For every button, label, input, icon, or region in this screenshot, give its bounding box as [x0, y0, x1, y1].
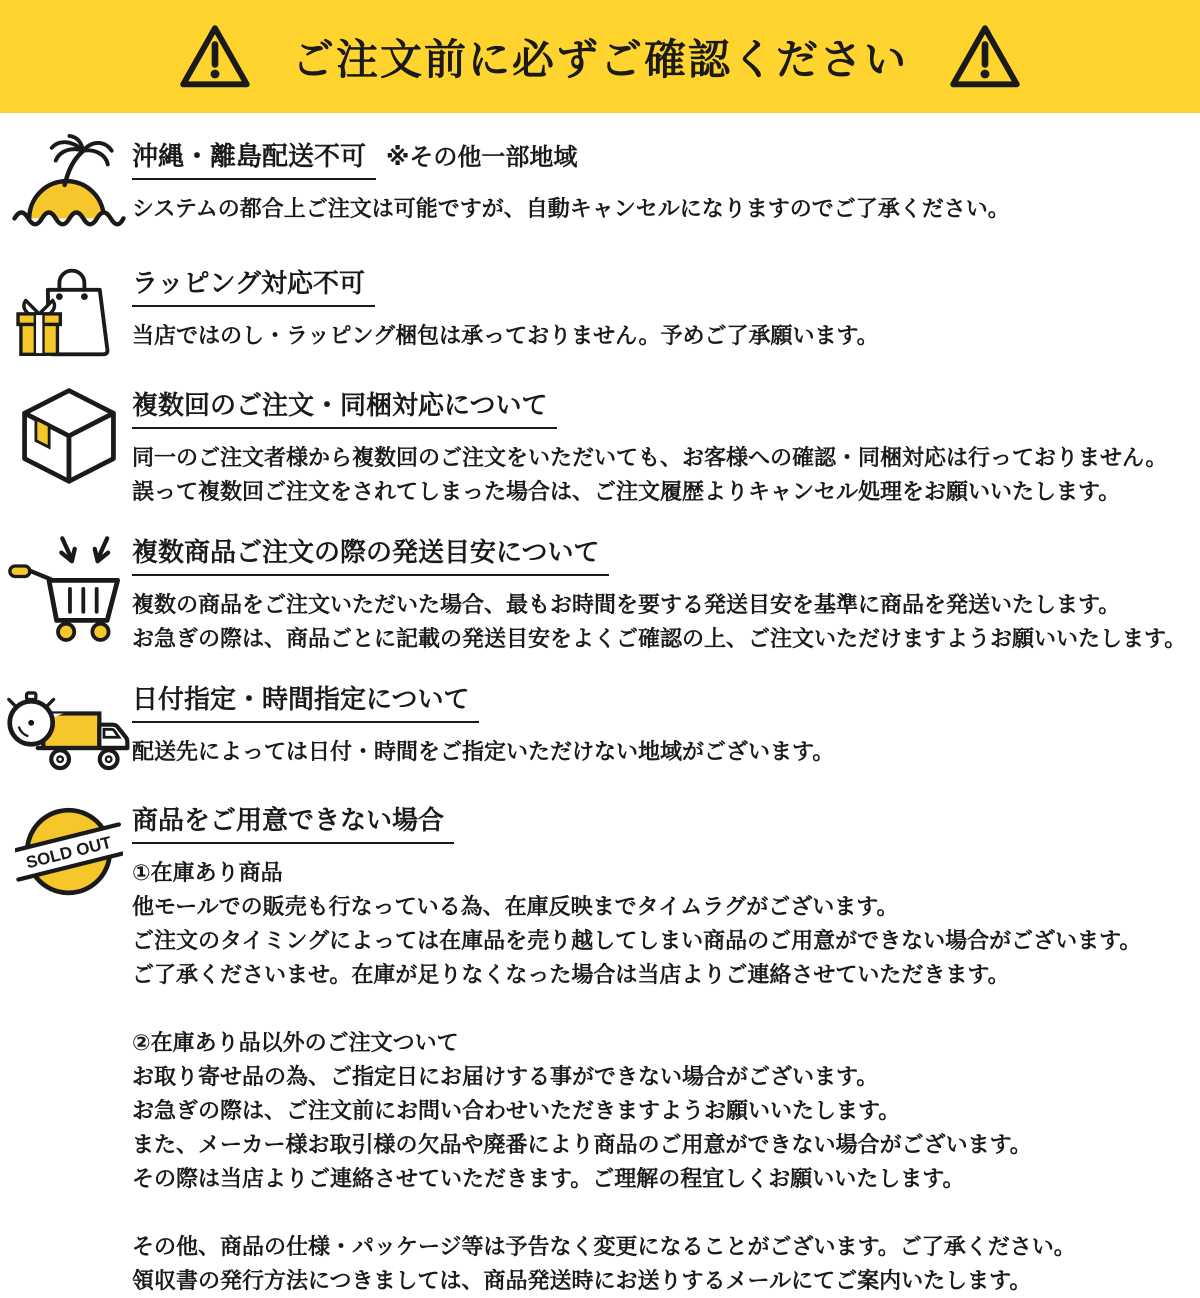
section-multiple-orders	[0, 379, 1200, 509]
delivery-truck-icon	[6, 677, 132, 777]
section-body-line: お急ぎの際は、ご注文前にお問い合わせいただきますようお願いいたします。	[132, 1098, 901, 1123]
section-title: 商品をご用意できない場合	[132, 800, 1192, 844]
section-body-line: お取り寄せ品の為、ご指定日にお届けする事ができない場合がございます。	[132, 1064, 879, 1089]
section-date-time	[0, 673, 1200, 777]
section-unavailable-items	[0, 794, 1200, 1298]
warning-icon	[178, 23, 252, 91]
package-box-icon	[17, 383, 121, 487]
section-title: 複数回のご注文・同梱対応について	[132, 385, 1192, 429]
gift-bag-icon	[16, 261, 122, 362]
section-title-note: ※その他一部地域	[386, 144, 578, 171]
section-body-line: 配送先によっては日付・時間をご指定いただけない地域がございます。	[132, 739, 835, 764]
section-title: 日付指定・時間指定について	[132, 679, 1192, 723]
shopping-cart-icon	[7, 530, 131, 644]
confirmation-banner	[0, 0, 1200, 113]
island-icon	[12, 134, 126, 240]
section-body-line: その他、商品の仕様・パッケージ等は予告なく変更になることがございます。ご了承ください。	[132, 1234, 1076, 1259]
section-body-line: ②在庫あり品以外のご注文ついて	[132, 1030, 459, 1055]
section-shipping-estimate	[0, 526, 1200, 656]
section-body-line: ご注文のタイミングによっては在庫品を売り越してしまい商品のご用意ができない場合がございます。	[132, 928, 1142, 953]
section-title: ラッピング対応不可	[132, 263, 1192, 307]
section-title: 複数商品ご注文の際の発送目安について	[132, 532, 1192, 576]
section-body-line: ご了承くださいませ。在庫が足りなくなった場合は当店よりご連絡させていただきます。	[132, 962, 1010, 987]
section-body-line: また、メーカー様お取引様の欠品や廃番により商品のご用意ができない場合がございます。	[132, 1132, 1032, 1157]
section-body-line: システムの都合上ご注文は可能ですが、自動キャンセルになりますのでご了承ください。	[132, 196, 1010, 221]
section-okinawa-shipping	[0, 130, 1200, 240]
section-body-line	[132, 1196, 1192, 1230]
section-body-line: その際は当店よりご連絡させていただきます。ご理解の程宜しくお願いいたします。	[132, 1166, 965, 1191]
section-title: 沖縄・離島配送不可 ※その他一部地域	[132, 136, 1192, 180]
section-body-line: ①在庫あり商品	[132, 860, 283, 885]
sold-out-label: SOLD OUT	[24, 832, 114, 873]
section-body-line: 領収書の発行方法につきましては、商品発送時にお送りするメールにてご案内いたします。	[132, 1268, 1032, 1293]
section-body-line: 他モールでの販売も行なっている為、在庫反映までタイムラグがございます。	[132, 894, 899, 919]
warning-icon	[948, 23, 1022, 91]
section-body-line: 誤って複数回ご注文をされてしまった場合は、ご注文履歴よりキャンセル処理をお願いいたします。	[132, 479, 1121, 504]
section-body-line	[132, 992, 1192, 1026]
sold-out-stamp-icon	[15, 798, 123, 906]
section-body-line: お急ぎの際は、商品ごとに記載の発送目安をよくご確認の上、ご注文いただけますようお願いいたします。	[132, 626, 1187, 651]
banner-title: ご注文前に必ずご確認ください	[291, 35, 908, 83]
section-no-wrapping	[0, 257, 1200, 362]
section-body-line: 当店ではのし・ラッピング梱包は承っておりません。予めご了承願います。	[132, 323, 879, 348]
section-body-line: 複数の商品をご注文いただいた場合、最もお時間を要する発送目安を基準に商品を発送いたします。	[132, 592, 1121, 617]
section-body-line: 同一のご注文者様から複数回のご注文をいただいても、お客様への確認・同梱対応は行っておりません。	[132, 445, 1168, 470]
